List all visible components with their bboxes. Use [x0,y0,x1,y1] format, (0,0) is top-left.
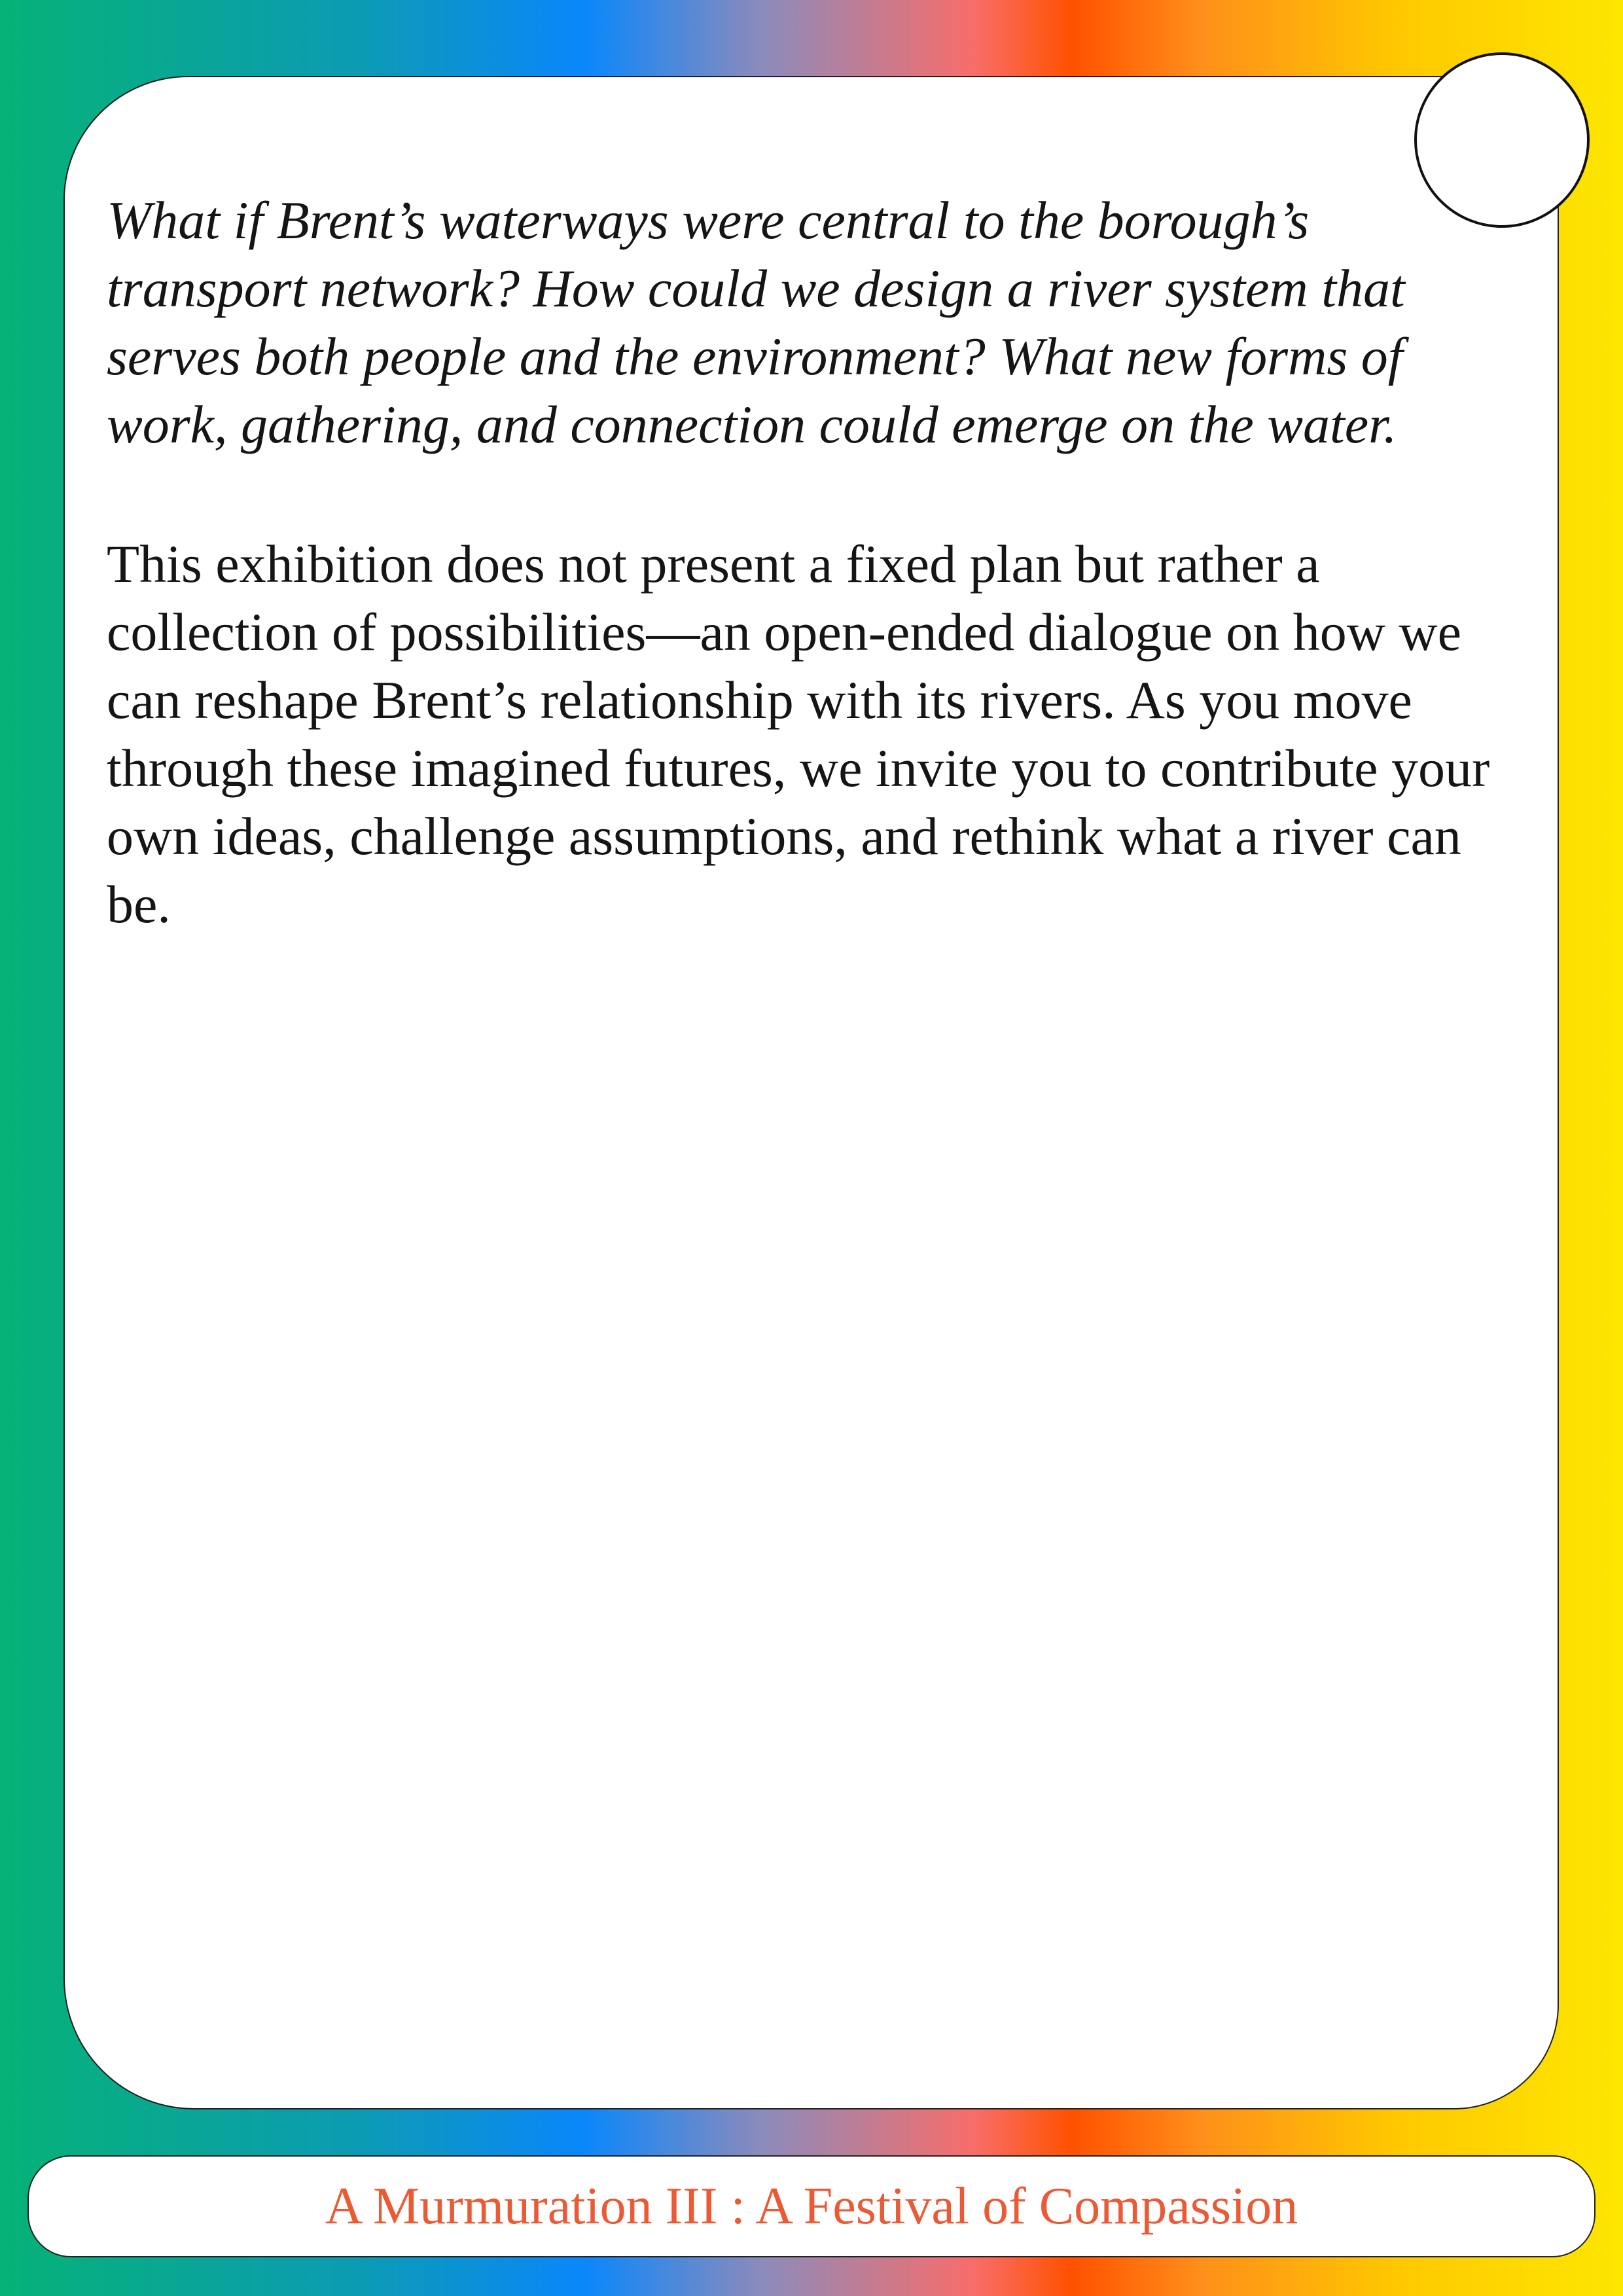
exhibition-statement-paragraph: This exhibition does not present a fixed plan but rather a collection of possibilities—an open-ended dialogue on how we can reshape Brent’s relationship with its rivers. As you move through these imagined futures, we invite you to contribute your own ideas, challenge assumptions, and rethink what a river can be. [107,534,1490,934]
footer-banner [27,2155,1596,2257]
festival-title: A Murmuration III : A Festival of Compassion [325,2178,1298,2235]
intro-questions-paragraph: What if Brent’s waterways were central to the borough’s transport network? How could we design a river system that serves both people and the environment? What new forms of work, gathering, and connection could emerge on the water. [107,190,1405,454]
